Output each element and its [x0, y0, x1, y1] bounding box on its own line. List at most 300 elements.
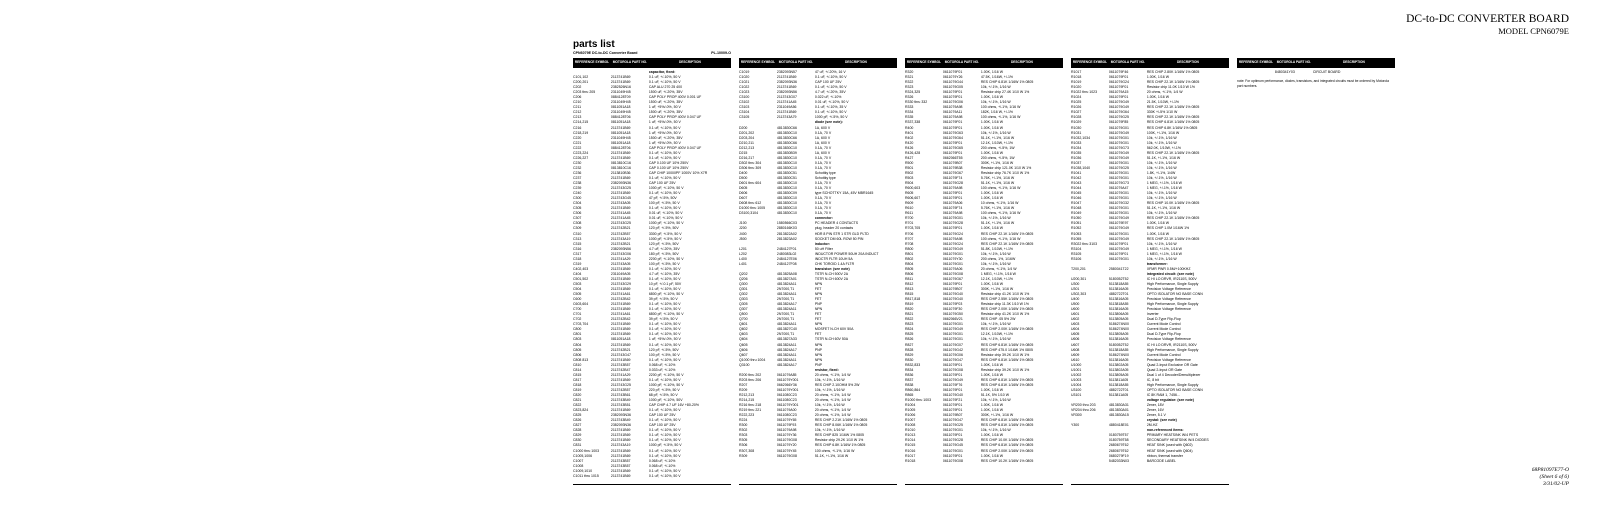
cell-part: 4813830C09 [776, 191, 797, 196]
cell-desc: 1 uF, +5%/-0%, 50 V [648, 337, 681, 342]
cell-part: 2113743B51 [610, 403, 631, 408]
cell-ref: C815 [573, 372, 582, 377]
cell-desc: 20 ohms, +/-1%, 1/4 W [1146, 90, 1183, 95]
sheet-number: (Sheet 6 of 6) [1539, 473, 1569, 480]
cell-ref: R1037 [1071, 160, 1082, 165]
cell-part: 0611079F01 [942, 226, 963, 231]
cell-ref: C212 [573, 110, 582, 115]
cell-part: 0611079F01 [942, 387, 963, 392]
header-desc: DESCRIPTION [678, 60, 701, 65]
cell-desc: RES CHIP 22.1K 1/16W 1% 0805 [980, 231, 1034, 236]
cell-desc: Zener, 16V [1146, 408, 1164, 413]
cell-desc: RES CHIP 2.00K 1/16W 1% 0805 [980, 307, 1034, 312]
cell-part: 0611079G73 [1108, 145, 1129, 150]
cell-part: 2484127E06 [776, 256, 797, 261]
cell-desc: RES CHIP 22.1K 1/16W 1% 0805 [1146, 216, 1200, 221]
cell-desc: 0.1A, 70 V [814, 186, 832, 191]
cell-desc: 10k, +/-1%, 1/16 W [1146, 175, 1177, 180]
cell-part: 4813824A11 [776, 322, 797, 327]
cell-desc: 100 ohms, +/-1%, 1/16 W [980, 236, 1021, 241]
board-title: DC-to-DC CONVERTER BOARD [1406, 13, 1569, 25]
cell-desc: 0.1 uF, +/-10%, 50 V [648, 206, 681, 211]
cell-desc: 1.00K, 1/16 W [1146, 221, 1169, 226]
cell-ref: Q1000 thru 1004 [739, 357, 766, 362]
cell-desc: MOSFET N-CH 60V 50A [814, 327, 854, 332]
cell-desc: High Performance, Single Supply [1146, 302, 1199, 307]
cell-desc: 1.00K, 1/16 W [980, 433, 1003, 438]
cell-desc: 51.8K, 1/10W, +/-1% [980, 246, 1014, 251]
cell-ref: U200,301 [1071, 276, 1087, 281]
cell-ref: C213 [573, 115, 582, 120]
cell-part: 0611079Y001 [776, 403, 799, 408]
header-ref: REFERENCE SYMBOL [906, 60, 942, 65]
cell-part: 0611079A85 [776, 372, 797, 377]
cell-desc: 1A, 600 V [814, 150, 831, 155]
cell-ref: T200,201 [1071, 266, 1086, 271]
cell-part: 0611079F01 [942, 191, 963, 196]
cell-desc: PNP [814, 347, 823, 352]
cell-part: 2113741B69 [610, 155, 631, 160]
cell-desc: 180 pF, +/-5%, 50V [648, 251, 679, 256]
cell-part: 4813830C51 [776, 170, 797, 175]
cell-ref: C239 [573, 186, 582, 191]
cell-desc: RES CHIP 1.0M 1/16W 1% [1146, 226, 1190, 231]
cell-desc: 100 ohms, +/-1%, 1/16 W [980, 186, 1021, 191]
cell-part: 0611079G49 [1108, 236, 1129, 241]
cell-desc: 1500 uF, +/-20%, 35V [648, 110, 683, 115]
cell-desc: integrated circuit: (see note) [1146, 271, 1194, 276]
cell-part: 2113741A45 [610, 211, 631, 216]
cell-desc: 0.01 uF, +/-10%, 50 V [648, 216, 683, 221]
cell-ref: R832,833 [905, 362, 921, 367]
table-header [573, 58, 731, 68]
cell-part: 0611079F01 [942, 281, 963, 286]
cell-desc: NPN [814, 357, 823, 362]
cell-part: 2113741B69 [610, 473, 631, 478]
cell-part: 5186274N00 [1108, 322, 1129, 327]
cell-desc: RES CHIP 2.10OHM 5% 2W [814, 382, 860, 387]
cell-part: 2N7000,T1 [776, 297, 795, 302]
cell-part: 4813830C10 [776, 201, 797, 206]
cell-part: 0811051A18 [610, 337, 631, 342]
cell-ref: C825 [573, 413, 582, 418]
cell-desc: Schottky type [814, 175, 836, 180]
cell-ref: R805 [905, 266, 914, 271]
cell-ref: C317 [573, 251, 582, 256]
cell-desc: RES CHIP 6.81K 1/16W 1% 0805 [980, 80, 1034, 85]
cell-ref: C1005,1006 [573, 453, 593, 458]
cell-part: 2880166K03 [776, 226, 797, 231]
cell-part: 0611079G32 [1108, 201, 1129, 206]
cell-ref: C3103 [739, 105, 750, 110]
cell-part: 4813830C10 [776, 165, 797, 170]
cell-part: 4813830A01 [1108, 408, 1129, 413]
cell-desc: 1.00K, 1/16 W [980, 387, 1003, 392]
cell-desc: CAP CHIP 10000PF 1000V 10% X7R [648, 170, 708, 175]
cell-ref: R1013 [905, 433, 916, 438]
cell-ref: R1036 [1071, 155, 1082, 160]
cell-part: 0611079A98 [942, 105, 963, 110]
cell-ref: C701 [573, 312, 582, 317]
cell-part: 0611079Y30 [942, 256, 963, 261]
cell-desc: 0.1A, 70 V [814, 165, 832, 170]
cell-part: 0180759T58 [1108, 438, 1129, 443]
cell-part: 0611079G50 [942, 312, 963, 317]
cell-ref: R1017 [1071, 70, 1082, 74]
header-ref: REFERENCE SYMBOL [574, 60, 610, 65]
cell-part: 2484127F08 [776, 261, 797, 266]
cell-ref: L400 [739, 256, 747, 261]
cell-desc: Resistor chip 27.4K 1/10 W 1% [980, 90, 1030, 95]
cell-ref: Q605 [739, 342, 748, 347]
cell-desc: Current Mode Control [1146, 352, 1181, 357]
cell-part: 0611079Y001 [776, 387, 799, 392]
cell-ref: U605 [1071, 332, 1080, 337]
cell-desc: INDCTR FLTR 10UH 5A [814, 256, 853, 261]
cell-part: 0611079G08 [776, 438, 797, 443]
cell-part: 4813830C51 [776, 175, 797, 180]
cell-ref: U3100 [1071, 387, 1082, 392]
cell-ref: U300 [1071, 281, 1080, 286]
cell-ref: C211 [573, 105, 582, 110]
header-part: MOTOROLA PART NO. [1110, 60, 1145, 65]
cell-part: 5113818A55 [1108, 281, 1129, 286]
cell-part: 0611079A06 [942, 201, 963, 206]
cell-part: 0611079F01 [1108, 241, 1129, 246]
cell-part: 4882722T01 [1108, 292, 1129, 297]
cell-desc: CIRCUIT BOARD [1312, 70, 1341, 74]
cell-desc: 10 ohms, +/-1%, 1/16 W [980, 201, 1019, 206]
cell-ref: R827 [905, 342, 914, 347]
cell-desc: RES CHIP 6.81K 1/16W 1% 0805 [1146, 120, 1200, 125]
cell-part: 0611079G63 [942, 130, 963, 135]
cell-ref: Q307 [739, 307, 748, 312]
cell-ref: R426,428 [905, 150, 921, 155]
cell-part: 0611079G01 [942, 448, 963, 453]
cell-part: 2113741A45 [610, 216, 631, 221]
cell-ref: R1029 [1071, 120, 1082, 125]
cell-part: 2113741B69 [776, 85, 797, 90]
parts-column-2 [739, 58, 897, 459]
cell-desc: CAP 0.100 UF 10% 250V [648, 165, 689, 170]
cell-ref: R1044 [1071, 186, 1082, 191]
cell-ref: C820 [573, 393, 582, 397]
cell-desc: FET [814, 312, 822, 317]
cell-part: 0611079G49 [1108, 100, 1129, 105]
cell-desc: 182K, 1/16 W, +/-1% [980, 110, 1014, 115]
cell-desc: 1.00K, 1/16 W [980, 403, 1003, 408]
parts-list-subtitle [573, 51, 731, 55]
cell-part: 0611080C23 [776, 413, 797, 418]
cell-desc: RES CHIP 6.8K 1/16W 1% 0805 [1146, 125, 1198, 130]
cell-part: 2113743A19 [610, 443, 631, 448]
cell-part: 2113741B69 [610, 453, 631, 458]
cell-desc: 300K, +/-1%, 1/16 W [980, 160, 1014, 165]
cell-part: 0662066T55 [942, 155, 963, 160]
cell-ref: R828 [905, 347, 914, 352]
cell-desc: 1.8K, +/-1%, 1/4W [1146, 170, 1176, 175]
cell-ref [1237, 70, 1275, 75]
cell-ref: R1041 [1071, 170, 1082, 175]
cell-desc: 20 ohms, +/-1%, 1/4 W [814, 398, 851, 403]
cell-desc: 0.1A, 70 V [814, 181, 832, 186]
cell-part: 0611080C23 [776, 393, 797, 397]
cell-ref: D608 thru 612 [739, 201, 762, 206]
cell-ref: C304 [573, 201, 582, 206]
cell-desc: 51.1K, +/-1%, 1/16 W [1146, 155, 1181, 160]
cell-desc: 0.1A, 70 V [814, 201, 832, 206]
cell-desc: 1 uF, +5%/-0%, 50 V [648, 140, 681, 145]
cell-desc: 1.00K, 1/16 W [1146, 231, 1169, 236]
cell-part: 0611079F01 [1108, 85, 1129, 90]
cell-desc: 1A, 600 V [814, 140, 831, 145]
cell-ref: R1046 [1071, 196, 1082, 201]
cell-part: 0180759T57 [1108, 433, 1129, 438]
cell-part: 0611079G01 [1108, 160, 1129, 165]
cell-part: 4813824A11 [776, 307, 797, 312]
cell-part: 0611079G67 [942, 170, 963, 175]
cell-ref: C3105 [739, 115, 750, 120]
cell-desc: Inverter [1146, 312, 1159, 317]
header-part: MOTOROLA PART NO. [612, 60, 647, 65]
cell-part: 0611079A06 [942, 266, 963, 271]
cell-part: 0611079G08 [942, 271, 963, 276]
cell-part: 2580041T22 [1108, 266, 1129, 271]
cell-part: 0611079A98 [942, 115, 963, 120]
cell-part: 0611079A00 [776, 408, 797, 413]
cell-ref: R1018 [1071, 75, 1082, 80]
cell-ref: J400 [739, 231, 747, 236]
cell-ref: R330 thru 332 [905, 100, 928, 105]
cell-desc: 51.1K, 5% 1/10 W [980, 393, 1010, 397]
cell-desc: 1.00K, 1/16 W [980, 70, 1003, 74]
board-description: CPN6079E DC-to-DC Converter Board [573, 51, 638, 55]
cell-ref: C822 [573, 403, 582, 408]
cell-ref: D601 thru 604 [739, 181, 762, 186]
cell-ref: C823,824 [573, 408, 589, 413]
cell-part: 5113816A05 [1108, 337, 1129, 342]
cell-ref: C222 [573, 145, 582, 150]
cell-ref: C829 [573, 433, 582, 438]
cell-ref: R802 [905, 256, 914, 261]
cell-desc: 10k, +/-1%, 1/16 W [980, 251, 1011, 256]
cell-desc: 0.1A, 70 V [814, 160, 832, 165]
cell-ref: Q601 [739, 322, 748, 327]
cell-part: 4813830C10 [776, 181, 797, 186]
cell-ref: R1006 [905, 413, 916, 418]
header-ref: REFERENCE SYMBOL [1072, 60, 1108, 65]
cell-desc: Resistor chip 41.2K 1/10 W 1% [980, 312, 1030, 317]
cell-ref: R426 [905, 145, 914, 150]
parts-list-title: parts list [573, 39, 615, 50]
cell-desc: 120 pF, +/-5%, 50V [648, 347, 679, 352]
cell-ref: C240 [573, 191, 582, 196]
cell-part: 2113743B49 [610, 418, 631, 423]
cell-ref: R1055 [1071, 236, 1082, 241]
cell-part: 0611079G01 [1108, 191, 1129, 196]
cell-part: 0611079A98 [942, 211, 963, 216]
cell-ref: R400 [905, 125, 914, 130]
cell-part: 0813810C16 [610, 165, 631, 170]
cell-desc: Resistor chip 121.0K 1/10 W 1% [980, 165, 1032, 170]
cell-desc: HEAT SINK (used with Q602) [1146, 443, 1193, 448]
cell-part: 5186274N00 [1108, 352, 1129, 357]
cell-part: 8480341Y03 [1274, 70, 1295, 74]
cell-part: 0611079G01 [1108, 140, 1129, 145]
cell-desc: 0.1 uF, +/-10%, 50 V [648, 332, 681, 337]
cell-part: 2113741B69 [610, 433, 631, 438]
cell-ref: R703,705 [905, 226, 921, 231]
cell-desc: INDUCTOR POWER 50UH 20A INDUCT [814, 251, 879, 256]
cell-ref: C1000 thru 1003 [573, 448, 600, 453]
cell-ref: R333 [905, 105, 914, 110]
cell-part: 2113743G29 [610, 281, 631, 286]
cell-ref: U606 [1071, 337, 1080, 342]
cell-part: 2113741B69 [610, 307, 631, 312]
cell-part: 4882722T01 [1108, 387, 1129, 392]
cell-part: 2N7000,T1 [776, 287, 795, 292]
cell-ref: Q604 [739, 337, 748, 342]
cell-desc: 100 ohms, +/-1%, 1/16 W [980, 115, 1021, 120]
cell-desc: CAP 0.100 UF 10% 250V [648, 160, 689, 165]
cell-ref: R706 [905, 231, 914, 236]
cell-ref: Q700 [739, 317, 748, 322]
cell-part: 0611079Y65 [776, 418, 797, 423]
cell-part: 0611079G25 [1108, 165, 1129, 170]
document-number: 68P81097E77-O [1531, 467, 1569, 473]
cell-desc: 0.1 uF, +/-10%, 50 V [648, 468, 681, 473]
cell-ref: R1026 [1071, 105, 1082, 110]
cell-part: 2113741B69 [610, 191, 631, 196]
cell-desc: FET [814, 317, 822, 322]
cell-desc: 0.1 uF, +/-10%, 50 V [648, 408, 681, 413]
cell-desc: 0.033 uF, +/-10% [648, 367, 676, 372]
cell-ref: C503 [573, 281, 582, 286]
cell-ref: U600 [1071, 307, 1080, 312]
cell-desc: 10 pF, +/-0.1 pF, 50V [648, 281, 682, 286]
cell-ref: R1014 [905, 438, 916, 443]
cell-part: 0611079G01 [1108, 135, 1129, 140]
cell-desc: CHK TOROID 1.4A FLTR [814, 261, 855, 266]
cell-ref: R801 [905, 251, 914, 256]
cell-desc: 562.0K, 1/10W, +/-1% [1146, 145, 1181, 150]
cell-part: 2N7000,T1 [776, 312, 795, 317]
cell-part: 2113742B42 [610, 297, 631, 302]
cell-desc: FET [814, 287, 822, 292]
cell-ref: C230 [573, 160, 582, 165]
cell-part: 2113743G25 [610, 382, 631, 387]
cell-ref: R819 [905, 302, 914, 307]
cell-ref: Q302 [739, 292, 748, 297]
header-ref: REFERENCE SYMBOL [1238, 60, 1274, 65]
cell-ref: D606 [739, 191, 748, 196]
cell-part: 2113741B69 [610, 302, 631, 307]
cell-desc: RES CHIP 475.0 1/16W 1% 0805 [980, 347, 1033, 352]
cell-desc: resistor, fixed: [814, 367, 839, 372]
cell-ref: R812 [905, 281, 914, 286]
cell-desc: Current Mode Control [1146, 327, 1181, 332]
cell-ref: C313 [573, 236, 582, 241]
cell-ref: R501 [905, 165, 914, 170]
cell-part: 4813830C66 [776, 135, 797, 140]
cell-desc: Precision Voltage Reference [1146, 357, 1191, 362]
cell-part: 0611079G01 [1108, 256, 1129, 261]
cell-desc: 0.1 uF, +/-10%, 50 V [648, 302, 681, 307]
cell-desc: 10k, +/-1%, 1/16 W [1146, 135, 1177, 140]
cell-part: 2113742B42 [610, 317, 631, 322]
cell-ref: C200,201 [573, 80, 589, 85]
cell-desc: non-referenced items: [1146, 428, 1184, 433]
cell-desc: 1.00K, 1/16 W [980, 196, 1003, 201]
cell-ref: Q500 [739, 312, 748, 317]
cell-desc: 1500 uF, +/-20%, 35V [648, 90, 683, 95]
cell-part: 2382093N56 [610, 246, 631, 251]
cell-part: 0611079G42 [942, 347, 963, 352]
cell-desc: 1.00K, 1/16 W [1146, 75, 1169, 80]
cell-desc: 1 MEG, +/-1%, 1/16 W [1146, 251, 1182, 256]
cell-ref: D200 [739, 125, 748, 130]
cell-desc: 1 uF, +5%/-0%, 50 V [648, 105, 681, 110]
cell-ref: C300 [573, 196, 582, 201]
cell-part: 5180052T52 [1108, 276, 1129, 281]
cell-desc: 300K, +/-1%, 1/16 W [980, 413, 1014, 418]
cell-part: 2113741B69 [776, 110, 797, 115]
cell-desc: 4.7 uF, +/-20%, 35V [648, 246, 680, 251]
cell-desc: 10k, +/-1%, 1/16 W [1146, 241, 1177, 246]
cell-desc: NPN [814, 281, 823, 286]
cell-part: 5186274N00 [1108, 327, 1129, 332]
cell-ref: C804 [573, 342, 582, 347]
cell-ref: D1000 thru 1005 [739, 206, 766, 211]
cell-desc: PNP [814, 362, 823, 367]
cell-part: 4813830C10 [776, 186, 797, 191]
cell-desc: 120 pF, +/-5%, 50V [648, 226, 679, 231]
cell-desc: 0.022 uF, +/-10% [814, 95, 842, 100]
cell-desc: 200 ohms, +/-5%, 1W [980, 155, 1015, 160]
cell-part: 0611079G01 [942, 216, 963, 221]
cell-part: 4813830C10 [776, 196, 797, 201]
cell-desc: 200 ohms, 1%, 1/16W [980, 256, 1016, 261]
cell-ref: C1008 [573, 463, 584, 468]
cell-desc: 0.1A, 70 V [814, 155, 832, 160]
cell-ref: R830 [905, 357, 914, 362]
cell-ref: U1000 [1071, 362, 1082, 367]
cell-part: 2311049A56 [776, 105, 797, 110]
cell-desc: 0.1 uF, +/-10%, 50 V [648, 175, 681, 180]
cell-part: 4813824A11 [776, 352, 797, 357]
column-1-rule [573, 484, 731, 485]
cell-ref: D500 [739, 175, 748, 180]
cell-part: 0811051A18 [610, 140, 631, 145]
cell-part: 2113743A05 [610, 261, 631, 266]
cell-part: 0611079F01 [1108, 95, 1129, 100]
table-header [905, 58, 1063, 68]
cell-part: 2382093N36 [610, 423, 631, 428]
cell-ref: U500 [1071, 302, 1080, 307]
cell-ref: R1017 [905, 453, 916, 458]
cell-ref: R1052 [1071, 226, 1082, 231]
cell-desc: 1.00K, 1/16 W [980, 150, 1003, 155]
cell-part: 0611079G01 [1108, 170, 1129, 175]
cell-ref: R1027 [1071, 110, 1082, 115]
cell-ref: C827 [573, 423, 582, 428]
cell-desc: Precision Voltage Reference [1146, 307, 1191, 312]
cell-desc: NPN [814, 307, 823, 312]
cell-ref: R222,223 [739, 413, 755, 418]
cell-desc: 5.76K, +/-1%, 1/16 W [980, 175, 1015, 180]
cell-part: 2113741B69 [610, 342, 631, 347]
cell-part: 2311049H45 [610, 135, 631, 140]
